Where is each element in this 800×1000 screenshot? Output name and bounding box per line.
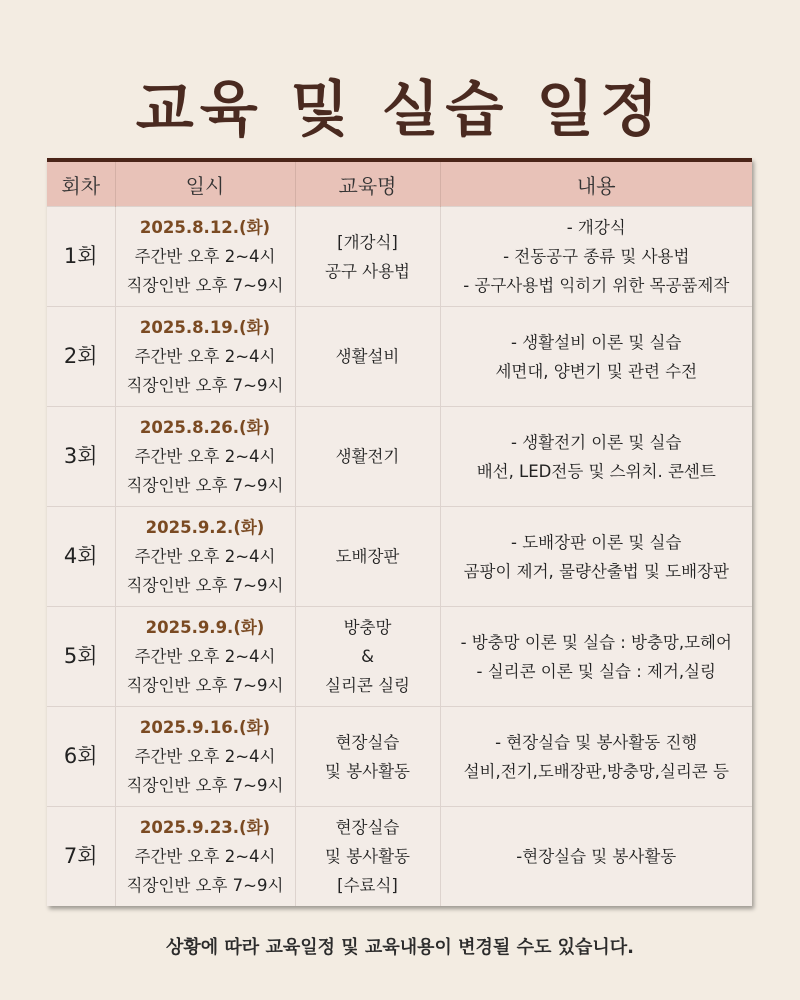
content-line: -현장실습 및 봉사활동 bbox=[516, 847, 677, 866]
content-cell bbox=[440, 707, 752, 807]
course-name-line: 생활설비 bbox=[335, 347, 400, 366]
content-line: - 생활설비 이론 및 실습 bbox=[511, 332, 682, 352]
datetime-cell bbox=[115, 507, 295, 607]
header-round: 회차 bbox=[47, 162, 115, 207]
datetime-cell bbox=[115, 707, 295, 807]
course-name-line: 현장실습 bbox=[335, 732, 400, 752]
datetime-cell bbox=[115, 807, 295, 907]
course-name-line: 및 봉사활동 bbox=[325, 761, 410, 781]
date-text: 2025.9.23.(화) bbox=[139, 818, 271, 837]
content-line: 세면대, 양변기 및 관련 수전 bbox=[495, 361, 698, 381]
course-name-line: & bbox=[361, 647, 374, 666]
footer-note: 상황에 따라 교육일정 및 교육내용이 변경될 수도 있습니다. bbox=[165, 937, 634, 958]
round-cell: 1회 bbox=[47, 207, 115, 307]
evening-class-time: 직장인반 오후 7~9시 bbox=[126, 476, 284, 495]
course-name-line: 생활전기 bbox=[335, 447, 400, 466]
evening-class-time: 직장인반 오후 7~9시 bbox=[126, 576, 284, 595]
course-name-line: [개강식] bbox=[337, 232, 398, 252]
course-cell bbox=[295, 407, 440, 507]
datetime-cell bbox=[115, 307, 295, 407]
course-cell bbox=[295, 307, 440, 407]
content-line: - 생활전기 이론 및 실습 bbox=[511, 432, 682, 452]
course-cell bbox=[295, 607, 440, 707]
datetime-cell bbox=[115, 207, 295, 307]
content-line: - 방충망 이론 및 실습 : 방충망,모헤어 bbox=[460, 632, 732, 652]
course-cell bbox=[295, 807, 440, 907]
evening-class-time: 직장인반 오후 7~9시 bbox=[126, 676, 284, 695]
content-line: - 개강식 bbox=[566, 218, 626, 237]
content-line: 배선, LED전등 및 스위치. 콘센트 bbox=[476, 461, 716, 481]
content-line: 곰팡이 제거, 물량산출법 및 도배장판 bbox=[463, 561, 729, 581]
evening-class-time: 직장인반 오후 7~9시 bbox=[126, 776, 284, 795]
content-cell bbox=[440, 307, 752, 407]
page-title: 교육 및 실습 일정 bbox=[135, 75, 665, 145]
table-row bbox=[47, 807, 752, 907]
content-line: - 현장실습 및 봉사활동 진행 bbox=[495, 732, 698, 752]
table-row bbox=[47, 207, 752, 307]
schedule-table bbox=[47, 158, 752, 906]
date-text: 2025.9.2.(화) bbox=[145, 518, 265, 537]
content-line: - 전동공구 종류 및 사용법 bbox=[503, 247, 690, 266]
day-class-time: 주간반 오후 2~4시 bbox=[134, 247, 276, 266]
day-class-time: 주간반 오후 2~4시 bbox=[134, 447, 276, 466]
table-header-row bbox=[47, 162, 752, 207]
table-row bbox=[47, 407, 752, 507]
course-name-line: [수료식] bbox=[337, 876, 398, 895]
table-row bbox=[47, 607, 752, 707]
day-class-time: 주간반 오후 2~4시 bbox=[134, 547, 276, 566]
content-cell bbox=[440, 607, 752, 707]
course-cell bbox=[295, 707, 440, 807]
day-class-time: 주간반 오후 2~4시 bbox=[134, 647, 276, 666]
round-cell: 5회 bbox=[47, 607, 115, 707]
course-name-line: 공구 사용법 bbox=[325, 261, 410, 281]
round-cell: 4회 bbox=[47, 507, 115, 607]
evening-class-time: 직장인반 오후 7~9시 bbox=[126, 276, 284, 295]
round-cell: 2회 bbox=[47, 307, 115, 407]
course-cell bbox=[295, 507, 440, 607]
course-name-line: 및 봉사활동 bbox=[325, 847, 410, 866]
header-datetime: 일시 bbox=[115, 162, 295, 207]
content-cell bbox=[440, 507, 752, 607]
course-name-line: 도배장판 bbox=[335, 547, 400, 566]
table-row bbox=[47, 307, 752, 407]
content-line: 설비,전기,도배장판,방충망,실리콘 등 bbox=[463, 761, 729, 781]
day-class-time: 주간반 오후 2~4시 bbox=[134, 847, 276, 866]
date-text: 2025.8.26.(화) bbox=[139, 418, 271, 437]
course-name-line: 실리콘 실링 bbox=[325, 676, 410, 695]
round-cell: 6회 bbox=[47, 707, 115, 807]
evening-class-time: 직장인반 오후 7~9시 bbox=[126, 876, 284, 895]
date-text: 2025.8.19.(화) bbox=[139, 318, 271, 337]
content-cell bbox=[440, 207, 752, 307]
day-class-time: 주간반 오후 2~4시 bbox=[134, 347, 276, 366]
header-course: 교육명 bbox=[295, 162, 440, 207]
content-cell bbox=[440, 407, 752, 507]
date-text: 2025.9.9.(화) bbox=[145, 618, 265, 637]
round-cell: 7회 bbox=[47, 807, 115, 907]
day-class-time: 주간반 오후 2~4시 bbox=[134, 747, 276, 766]
content-cell bbox=[440, 807, 752, 907]
course-name-line: 방충망 bbox=[343, 618, 392, 637]
date-text: 2025.9.16.(화) bbox=[139, 718, 271, 737]
evening-class-time: 직장인반 오후 7~9시 bbox=[126, 376, 284, 395]
course-name-line: 현장실습 bbox=[335, 818, 400, 837]
round-cell: 3회 bbox=[47, 407, 115, 507]
table-row bbox=[47, 507, 752, 607]
table-row bbox=[47, 707, 752, 807]
content-line: - 도배장판 이론 및 실습 bbox=[511, 532, 682, 552]
header-content: 내용 bbox=[440, 162, 752, 207]
datetime-cell bbox=[115, 407, 295, 507]
content-line: - 실리콘 이론 및 실습 : 제거,실링 bbox=[476, 661, 716, 681]
datetime-cell bbox=[115, 607, 295, 707]
content-line: - 공구사용법 익히기 위한 목공품제작 bbox=[463, 276, 730, 295]
date-text: 2025.8.12.(화) bbox=[139, 218, 271, 237]
course-cell bbox=[295, 207, 440, 307]
